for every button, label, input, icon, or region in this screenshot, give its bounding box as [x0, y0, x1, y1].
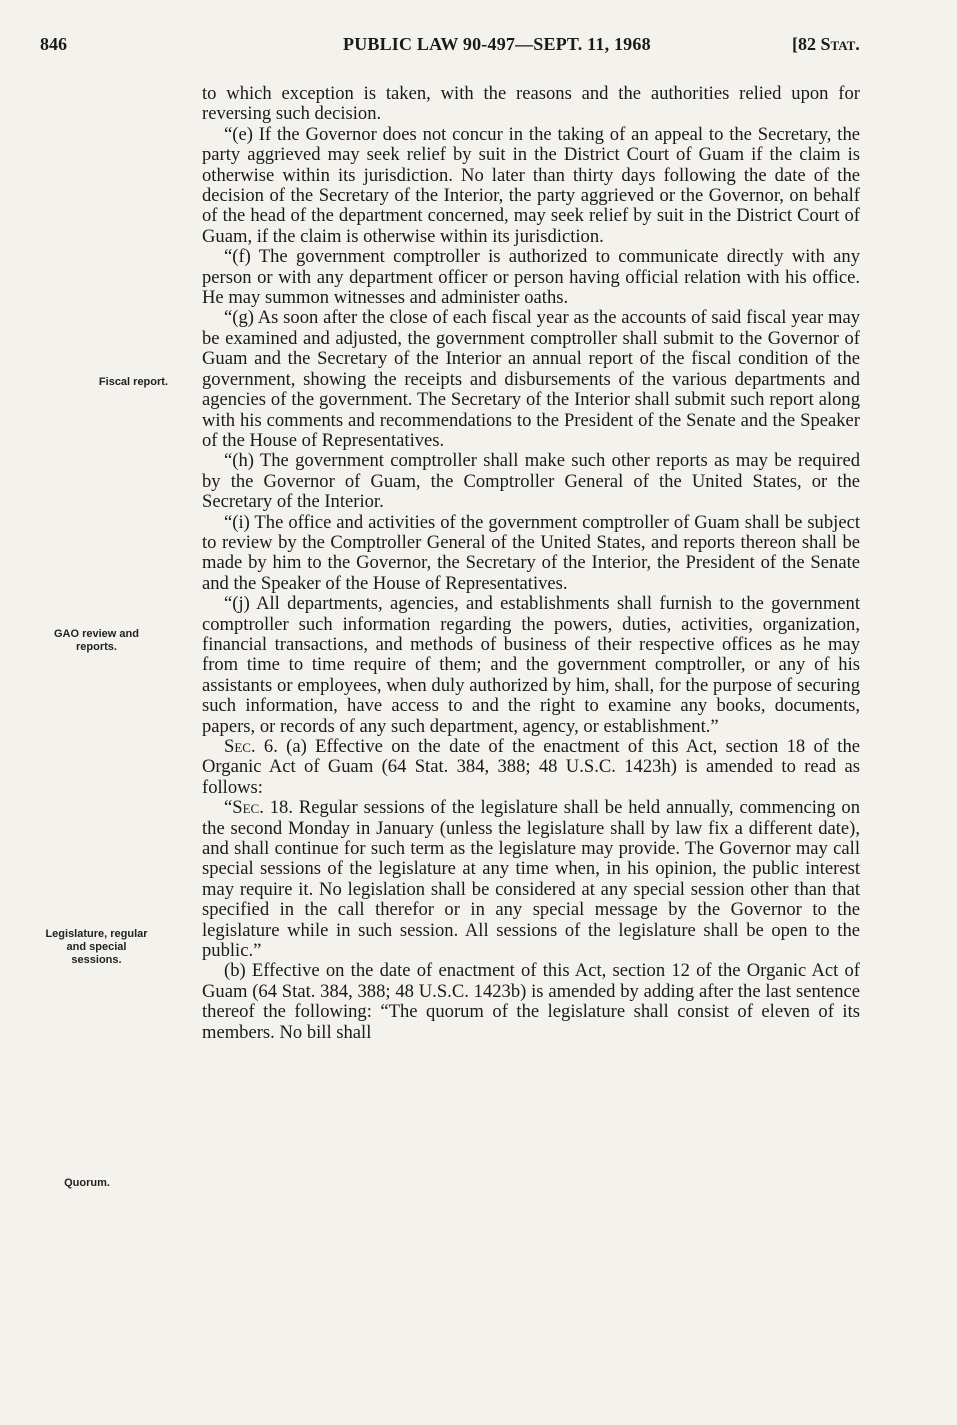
- paragraph-continuation: to which exception is taken, with the reasons and the authorities relied upon for reversing such decision.: [202, 83, 860, 125]
- volume-label: Stat.: [820, 34, 860, 54]
- paragraph-j: “(j) All departments, agencies, and establishments shall furnish to the government comptroller such information regarding the powers, duties, activities, organization, financial transactions, and methods of business of their respective offices as he may from time to time require of them; and the government comptroller, or any of his assistants or employees, when duly authorized by him, shall, for the purpose of securing such information, have access to and the right to examine any books, documents, papers, or records of any such department, agency, or establishment.”: [202, 593, 860, 737]
- body-text: [202, 84, 860, 1043]
- paragraph-b: (b) Effective on the date of enactment of this Act, section 12 of the Organic Act of Guam (64 Stat. 384, 388; 48 U.S.C. 1423b) is amended by adding after the last sentence thereof the following: “The quorum of the legislature shall consist of eleven of its members. No bill shall: [202, 960, 860, 1043]
- page-header: [0, 34, 957, 60]
- page-number: 846: [40, 34, 67, 54]
- sec18-label: “Sec. 18.: [224, 797, 293, 819]
- margin-note-legislature-sessions: Legislature, regular and special sessions.: [45, 928, 148, 966]
- margin-note-gao-review: GAO review and reports.: [54, 628, 139, 653]
- paragraph-g: “(g) As soon after the close of each fiscal year as the accounts of said fiscal year may be examined and adjusted, the government comptroller shall submit to the Governor of Guam and the Secretary of the Interior an annual report of the fiscal condition of the government, showing the receipts and disbursements of the various departments and agencies of the government. The Secretary of the Interior shall submit such report along with his comments and recommendations to the President of the Senate and the Speaker of the House of Representatives.: [202, 307, 860, 451]
- paragraph-e: “(e) If the Governor does not concur in the taking of an appeal to the Secretary, the party aggrieved may seek relief by suit in the District Court of Guam if the claim is otherwise within its jurisdiction. No later than thirty days following the date of the decision of the Secretary of the Interior, the party aggrieved or the Governor, on behalf of the head of the department concerned, may seek relief by suit in the District Court of Guam, if the claim is otherwise within its jurisdiction.: [202, 123, 860, 247]
- sec6-text: (a) Effective on the date of the enactment of this Act, section 18 of the Organic Act of Guam (64 Stat. 384, 388; 48 U.S.C. 1423h) is amended to read as follows:: [202, 736, 860, 798]
- volume-bracket: [82: [792, 34, 821, 54]
- paragraph-sec6: [202, 737, 860, 798]
- margin-note-fiscal-report: Fiscal report.: [98, 376, 168, 388]
- paragraph-sec18: [202, 798, 860, 961]
- running-title: PUBLIC LAW 90-497—SEPT. 11, 1968: [343, 34, 651, 54]
- volume-citation: [792, 34, 860, 55]
- paragraph-i: “(i) The office and activities of the government comptroller of Guam shall be subject to review by the Comptroller General of the United States, and reports thereon shall be made by him to the Governor, the Secretary of the Interior, the President of the Senate and the Speaker of the House of Representatives.: [202, 511, 860, 594]
- sec18-text: Regular sessions of the legislature shall be held annually, commencing on the second Monday in January (unless the legislature shall by law fix a different date), and shall continue for such term as the legislature may provide. The Governor may call special sessions of the legislature at any time when, in his opinion, the public interest may require it. No legislation shall be considered at any special session other than that specified in the call therefor or in any special message by the Governor to the legislature while in such session. All sessions of the legislature shall be open to the public.”: [202, 797, 860, 962]
- paragraph-f: “(f) The government comptroller is authorized to communicate directly with any person or with any department officer or person having official relation with his office. He may summon witnesses and administer oaths.: [202, 246, 860, 309]
- margin-note-quorum: Quorum.: [64, 1177, 110, 1189]
- paragraph-h: “(h) The government comptroller shall make such other reports as may be required by the Governor of Guam, the Comptroller General of the United States, or the Secretary of the Interior.: [202, 450, 860, 513]
- sec6-label: Sec. 6.: [224, 736, 278, 757]
